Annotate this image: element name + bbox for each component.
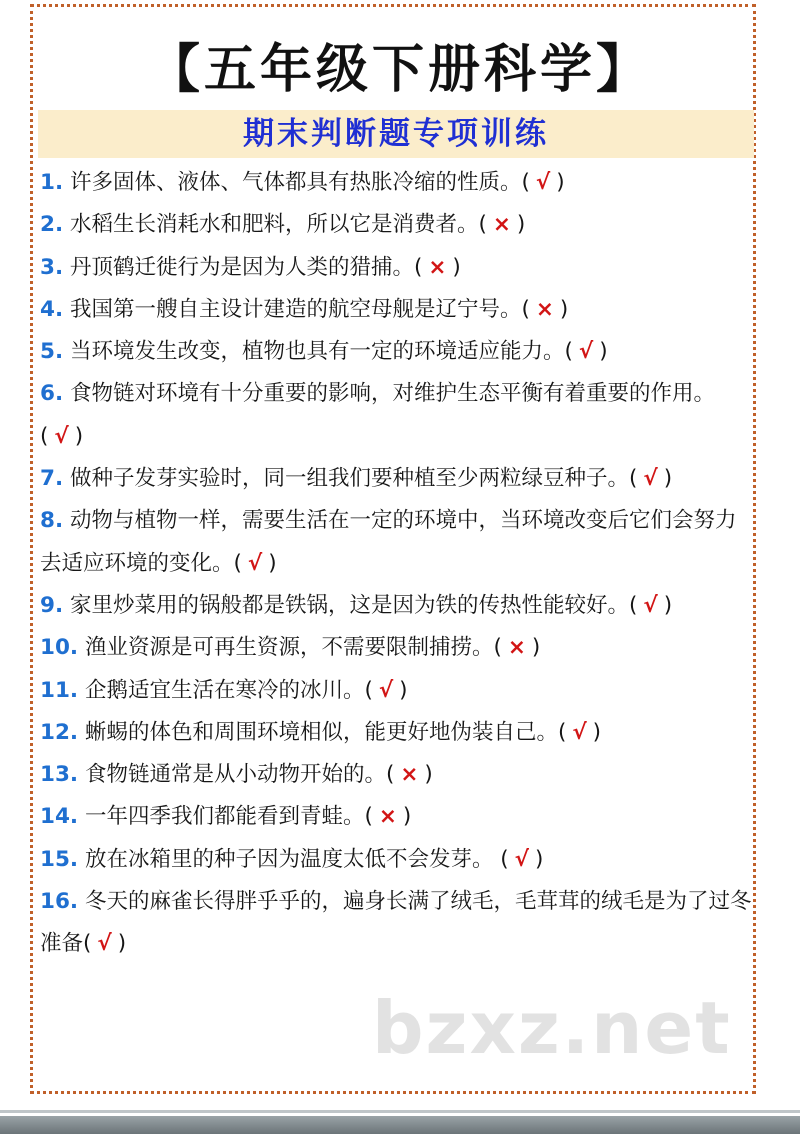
item-text: 动物与植物一样，需要生活在一定的环境中，当环境改变后它们会努力去适应环境的变化。( [40,508,737,576]
answer-mark: √ [97,931,112,957]
item-close-paren: ) [516,212,526,238]
item-text: 丹顶鹤迁徙行为是因为人类的猎捕。( [69,254,423,280]
item-number: 11. [40,677,79,703]
item-close-paren: ) [452,254,461,280]
answer-mark: √ [535,170,551,195]
item-number: 13. [40,762,79,788]
item-text: 当环境发生改变，植物也具有一定的环境适应能力。( [69,339,573,365]
item-text: 做种子发芽实验时，同一组我们要种植至少两粒绿豆种子。( [69,466,638,492]
answer-mark: √ [578,339,594,365]
list-item [40,331,754,373]
question-list [40,162,754,966]
answer-mark: √ [54,423,69,449]
item-close-paren: ) [424,762,433,788]
item-text: 冬天的麻雀长得胖乎乎的，遍身长满了绒毛，毛茸茸的绒毛是为了过冬准备( [40,889,752,957]
item-number: 15. [40,846,79,872]
answer-mark: √ [643,466,658,492]
list-item [40,373,754,458]
bottom-divider [0,1110,800,1113]
answer-mark: × [535,296,554,322]
item-close-paren: ) [117,931,127,957]
list-item [40,712,754,754]
item-number: 16. [40,889,79,915]
list-item [40,289,754,331]
list-item [40,796,754,838]
item-number: 6. [40,381,64,407]
list-item [40,204,754,246]
item-number: 12. [40,719,79,745]
item-close-paren: ) [531,635,541,661]
item-text: 放在冰箱里的种子因为温度太低不会发芽。 ( [84,846,509,872]
answer-mark: √ [572,719,587,745]
item-number: 2. [40,212,64,238]
item-number: 5. [40,339,64,365]
list-item [40,247,754,289]
item-number: 4. [40,296,64,322]
watermark: bzxz.net [372,986,732,1070]
item-number: 3. [40,254,64,280]
list-item [40,670,754,712]
item-text: 我国第一艘自主设计建造的航空母舰是辽宁号。( [69,296,530,322]
item-close-paren: ) [559,296,569,322]
item-text: 渔业资源是可再生资源，不需要限制捕捞。( [84,635,502,661]
item-close-paren: ) [556,170,565,195]
item-number: 1. [40,170,64,195]
page-subtitle: 期末判断题专项训练 [243,116,549,152]
item-number: 8. [40,508,64,534]
item-close-paren: ) [268,550,277,576]
item-text: 一年四季我们都能看到青蛙。( [84,804,373,830]
list-item [40,458,754,500]
item-text: 企鹅适宜生活在寒冷的冰川。( [84,677,373,703]
page-title: 【五年级下册科学】 [147,40,652,100]
answer-mark: √ [378,677,394,703]
item-close-paren: ) [535,846,544,872]
item-text: 水稻生长消耗水和肥料，所以它是消费者。( [69,212,487,238]
list-item [40,162,754,204]
answer-mark: × [378,804,397,830]
item-close-paren: ) [399,677,408,703]
list-item [40,839,754,881]
answer-mark: × [507,635,526,661]
item-close-paren: ) [74,423,84,449]
item-close-paren: ) [599,339,608,365]
item-text: 蜥蜴的体色和周围环境相似，能更好地伪装自己。( [84,719,567,745]
bottom-image-strip [0,1116,800,1134]
item-close-paren: ) [663,466,673,492]
item-close-paren: ) [592,719,602,745]
item-text: 许多固体、液体、气体都具有热胀冷缩的性质。( [69,170,530,195]
answer-mark: × [400,762,419,788]
list-item [40,500,754,585]
item-text: 家里炒菜用的锅般都是铁锅，这是因为铁的传热性能较好。( [69,592,638,618]
item-text: 食物链对环境有十分重要的影响，对维护生态平衡有着重要的作用。 ( [40,381,715,449]
list-item [40,881,754,966]
item-close-paren: ) [663,592,673,618]
list-item [40,627,754,669]
answer-mark: × [428,254,447,280]
list-item [40,754,754,796]
item-close-paren: ) [402,804,412,830]
item-number: 14. [40,804,79,830]
item-text: 食物链通常是从小动物开始的。( [84,762,395,788]
answer-mark: √ [643,592,658,618]
answer-mark: × [492,212,511,238]
answer-mark: √ [514,846,530,872]
list-item [40,585,754,627]
answer-mark: √ [247,550,263,576]
item-number: 7. [40,466,64,492]
item-number: 10. [40,635,79,661]
item-number: 9. [40,592,64,618]
